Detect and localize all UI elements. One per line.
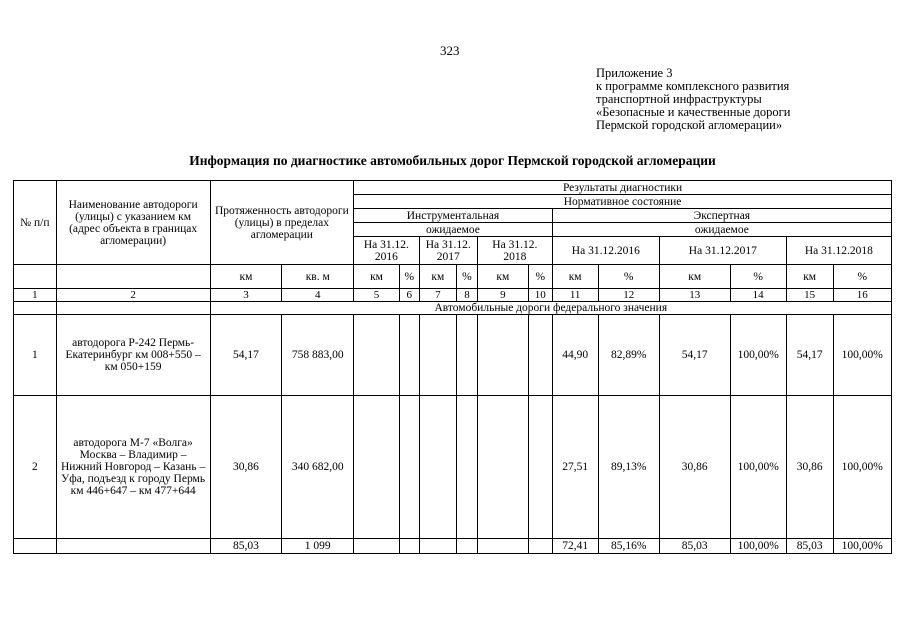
header-unit: % [730,265,786,289]
table-row-empty [399,396,419,539]
column-number: 10 [528,289,552,302]
header-unit: км [419,265,456,289]
table-row-e2018-pct: 100,00% [833,396,891,539]
total-e2017-pct: 100,00% [730,539,786,554]
table-row-e2016-km: 27,51 [552,396,598,539]
header-unit: % [528,265,552,289]
table-row-empty [419,315,456,396]
table-row-empty [354,315,400,396]
header-unit: % [457,265,478,289]
table-row-e2018-pct: 100,00% [833,315,891,396]
header-unit: % [833,265,891,289]
header-unit: км [786,265,833,289]
header-expert-date-2016: На 31.12.2016 [552,237,659,265]
header-expert-date-2017: На 31.12.2017 [659,237,786,265]
table-row-empty [528,396,552,539]
table-row-empty [477,315,528,396]
section-cell-empty [56,302,210,315]
column-number: 4 [282,289,354,302]
table-row-empty [477,396,528,539]
header-instr-date-2017: На 31.12. 2017 [419,237,477,265]
header-expected-instrumental: ожидаемое [354,223,553,237]
table-row-sqm: 758 883,00 [282,315,354,396]
table-row-empty [354,396,400,539]
header-results: Результаты диагностики [354,181,892,195]
total-e2016-pct: 85,16% [598,539,659,554]
table-row-e2018-km: 54,17 [786,315,833,396]
table-row-num: 1 [14,315,57,396]
header-instr-date-2018: На 31.12. 2018 [477,237,552,265]
table-row-empty [419,396,456,539]
header-unit: км [552,265,598,289]
header-unit: кв. м [282,265,354,289]
header-unit-empty [14,265,57,289]
header-num: № п/п [14,181,57,265]
table-row-e2018-km: 30,86 [786,396,833,539]
column-number: 6 [399,289,419,302]
appendix-line: к программе комплексного развития [596,79,790,93]
table-row-e2017-km: 30,86 [659,396,730,539]
table-row-e2016-pct: 82,89% [598,315,659,396]
column-number: 1 [14,289,57,302]
column-number: 13 [659,289,730,302]
total-row-empty [528,539,552,554]
table-row-empty [528,315,552,396]
table-row-km: 54,17 [210,315,282,396]
appendix-line: «Безопасные и качественные дороги [596,105,791,119]
header-unit: км [210,265,282,289]
header-name: Наименование автодороги (улицы) с указанием км (адрес объекта в границах агломерации) [56,181,210,265]
total-e2018-pct: 100,00% [833,539,891,554]
total-km: 85,03 [210,539,282,554]
column-number: 16 [833,289,891,302]
table-row-name: автодорога Р-242 Пермь-Екатеринбург км 008+550 – км 050+159 [56,315,210,396]
table-row-e2017-km: 54,17 [659,315,730,396]
table-row-sqm: 340 682,00 [282,396,354,539]
column-number: 14 [730,289,786,302]
header-expected-expert: ожидаемое [552,223,891,237]
total-e2018-km: 85,03 [786,539,833,554]
table-row-e2016-pct: 89,13% [598,396,659,539]
total-row-empty [56,539,210,554]
total-row-empty [477,539,528,554]
header-expert: Экспертная [552,209,891,223]
header-unit: % [598,265,659,289]
header-instrumental: Инструментальная [354,209,553,223]
header-unit: км [659,265,730,289]
column-number: 8 [457,289,478,302]
column-number: 5 [354,289,400,302]
total-row-empty [354,539,400,554]
total-row-empty [457,539,478,554]
column-number: 3 [210,289,282,302]
total-row-empty [14,539,57,554]
table-row-e2016-km: 44,90 [552,315,598,396]
table-row-name: автодорога М-7 «Волга» Москва – Владимир – Нижний Новгород – Казань – Уфа, подъезд к городу Пермь км 446+647 – км 477+644 [56,396,210,539]
table-row-km: 30,86 [210,396,282,539]
header-unit: % [399,265,419,289]
total-row-empty [399,539,419,554]
header-length: Протяженность автодороги (улицы) в пределах агломерации [210,181,354,265]
total-e2017-km: 85,03 [659,539,730,554]
total-row-empty [419,539,456,554]
column-number: 15 [786,289,833,302]
section-title: Автомобильные дороги федерального значения [210,302,891,315]
column-number: 9 [477,289,528,302]
appendix-note [596,67,896,132]
table-row-empty [457,315,478,396]
page-number: 323 [440,43,460,58]
table-row-empty [457,396,478,539]
section-cell-empty [14,302,57,315]
total-sqm: 1 099 [282,539,354,554]
diagnostics-table [13,180,892,554]
header-expert-date-2018: На 31.12.2018 [786,237,891,265]
appendix-line: транспортной инфраструктуры [596,92,762,106]
table-row-num: 2 [14,396,57,539]
document-title: Информация по диагностике автомобильных дорог Пермской городской агломерации [189,153,716,168]
appendix-line: Приложение 3 [596,66,673,80]
header-instr-date-2016: На 31.12. 2016 [354,237,420,265]
header-unit-empty [56,265,210,289]
header-normative: Нормативное состояние [354,195,892,209]
total-e2016-km: 72,41 [552,539,598,554]
column-number: 11 [552,289,598,302]
column-number: 12 [598,289,659,302]
table-row-e2017-pct: 100,00% [730,396,786,539]
column-number: 7 [419,289,456,302]
table-row-e2017-pct: 100,00% [730,315,786,396]
column-number: 2 [56,289,210,302]
appendix-line: Пермской городской агломерации» [596,118,783,132]
header-unit: км [477,265,528,289]
header-unit: км [354,265,400,289]
table-row-empty [399,315,419,396]
